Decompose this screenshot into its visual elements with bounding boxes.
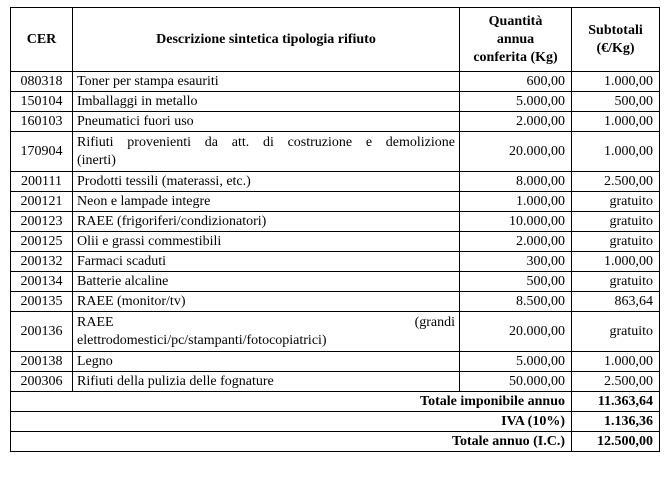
description: Batterie alcaline [73,272,460,292]
table-row [11,172,660,192]
cer-code: 200134 [11,272,73,292]
description-line1-right: (grandi [414,314,455,330]
cer-code: 200123 [11,212,73,232]
quantity: 1.000,00 [460,192,572,212]
header-quantity [460,8,572,72]
table-row [11,132,660,172]
table-row [11,192,660,212]
description: Prodotti tessili (materassi, etc.) [73,172,460,192]
subtotal: gratuito [572,312,660,352]
description: Neon e lampade integre [73,192,460,212]
header-cer: CER [11,8,73,72]
table-row [11,112,660,132]
header-subtotal [572,8,660,72]
table-row [11,72,660,92]
cer-code: 200138 [11,352,73,372]
header-quantity-line2: annua [496,31,535,47]
subtotal: 2.500,00 [572,372,660,392]
cer-code: 170904 [11,132,73,172]
description: RAEE (monitor/tv) [73,292,460,312]
subtotal: 1.000,00 [572,72,660,92]
table-row [11,312,660,352]
description-line1: Rifiuti provenienti da att. di costruzione e demolizione [77,134,455,150]
quantity: 20.000,00 [460,312,572,352]
header-description: Descrizione sintetica tipologia rifiuto [73,8,460,72]
quantity: 2.000,00 [460,112,572,132]
description-line2: elettrodomestici/pc/stampanti/fotocopiatrici) [77,332,327,348]
table-row [11,292,660,312]
waste-table-container [10,7,660,452]
description-line2: (inerti) [77,152,116,168]
table-row [11,272,660,292]
quantity: 5.000,00 [460,92,572,112]
quantity: 600,00 [460,72,572,92]
cer-code: 150104 [11,92,73,112]
grand-total-value: 12.500,00 [572,432,660,452]
description: RAEE (frigoriferi/condizionatori) [73,212,460,232]
header-quantity-line3: conferita (Kg) [473,49,558,65]
subtotal: gratuito [572,272,660,292]
quantity: 20.000,00 [460,132,572,172]
table-row [11,232,660,252]
subtotal: gratuito [572,192,660,212]
subtotal: 1.000,00 [572,112,660,132]
quantity: 10.000,00 [460,212,572,232]
description-line1 [77,314,455,332]
cer-code: 160103 [11,112,73,132]
table-row [11,252,660,272]
subtotal: gratuito [572,232,660,252]
description [73,132,460,172]
cer-code: 200136 [11,312,73,352]
quantity: 8.500,00 [460,292,572,312]
total-taxable-label: Totale imponibile annuo [11,392,572,412]
description: Olii e grassi commestibili [73,232,460,252]
description: Rifiuti della pulizia delle fognature [73,372,460,392]
total-taxable-value: 11.363,64 [572,392,660,412]
quantity: 8.000,00 [460,172,572,192]
description: Legno [73,352,460,372]
quantity: 500,00 [460,272,572,292]
vat-value: 1.136,36 [572,412,660,432]
cer-code: 200135 [11,292,73,312]
vat-label: IVA (10%) [11,412,572,432]
subtotal: gratuito [572,212,660,232]
subtotal: 1.000,00 [572,252,660,272]
cer-code: 200125 [11,232,73,252]
table-row [11,352,660,372]
description-line1-left: RAEE [77,314,114,330]
grand-total-row [11,432,660,452]
subtotal: 1.000,00 [572,132,660,172]
header-quantity-line1: Quantità [488,13,543,29]
table-row [11,212,660,232]
header-row [11,8,660,72]
header-subtotal-line2: (€/Kg) [596,40,635,56]
subtotal: 2.500,00 [572,172,660,192]
subtotal: 863,64 [572,292,660,312]
description: Pneumatici fuori uso [73,112,460,132]
quantity: 50.000,00 [460,372,572,392]
waste-table [10,7,660,452]
description: Farmaci scaduti [73,252,460,272]
quantity: 2.000,00 [460,232,572,252]
table-row [11,92,660,112]
grand-total-label: Totale annuo (I.C.) [11,432,572,452]
subtotal: 500,00 [572,92,660,112]
cer-code: 200111 [11,172,73,192]
description: Toner per stampa esauriti [73,72,460,92]
cer-code: 200132 [11,252,73,272]
quantity: 300,00 [460,252,572,272]
vat-row [11,412,660,432]
subtotal: 1.000,00 [572,352,660,372]
quantity: 5.000,00 [460,352,572,372]
table-row [11,372,660,392]
description [73,312,460,352]
cer-code: 200121 [11,192,73,212]
total-taxable-row [11,392,660,412]
cer-code: 200306 [11,372,73,392]
header-subtotal-line1: Subtotali [588,22,643,38]
description: Imballaggi in metallo [73,92,460,112]
cer-code: 080318 [11,72,73,92]
